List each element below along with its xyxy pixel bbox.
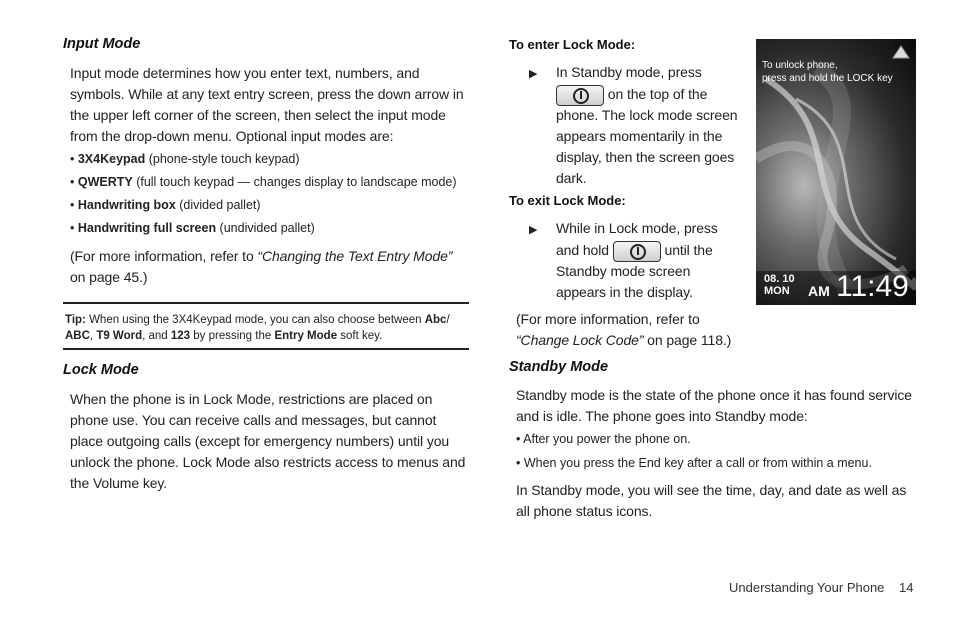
list-item: • QWERTY (full touch keypad — changes display to landscape mode) [70, 175, 457, 189]
ampm-display: AM [808, 283, 830, 299]
date-display: 08. 10 MON [764, 273, 795, 297]
tip-note: Tip: When using the 3X4Keypad mode, you can also choose between Abc/ ABC, T9 Word, and 123 by pressing the Entry Mode soft key. [65, 314, 450, 342]
lock-code-reference: (For more information, refer to “Change Lock Code” on page 118.) [516, 311, 732, 348]
time-display: 11:49 [836, 270, 909, 303]
standby-mode-heading: Standby Mode [509, 359, 609, 375]
lock-mode-heading: Lock Mode [63, 362, 139, 378]
enter-lock-heading: To enter Lock Mode: [509, 37, 636, 52]
unlock-instruction: To unlock phone, press and hold the LOCK key [762, 60, 893, 84]
input-mode-paragraph: Input mode determines how you enter text, numbers, and symbols. While at any text entry screen, press the down arrow in the upper left corner of the screen, then select the input mode from the drop-down menu. Optional input modes are: [70, 65, 464, 144]
list-item: • Handwriting full screen (undivided pallet) [70, 221, 315, 235]
power-lock-key-icon [613, 241, 661, 262]
input-mode-reference: (For more information, refer to “Changing the Text Entry Mode” on page 45.) [70, 248, 453, 285]
page-number: 14 [899, 580, 914, 595]
arrow-bullet-icon: ▶ [529, 68, 538, 80]
standby-paragraph: Standby mode is the state of the phone once it has found service and is idle. The phone goes into Standby mode: [516, 387, 912, 424]
arrow-bullet-icon: ▶ [529, 224, 538, 236]
input-mode-heading: Input Mode [63, 36, 141, 52]
list-item: • Handwriting box (divided pallet) [70, 198, 261, 212]
footer-section: Understanding Your Phone [729, 580, 885, 595]
input-mode-bullets [70, 151, 480, 236]
tip-top-rule [63, 302, 469, 304]
list-item: • After you power the phone on. [516, 432, 691, 446]
list-item: • When you press the End key after a call or from within a menu. [516, 456, 872, 470]
lock-screen-image [756, 39, 916, 305]
standby-bullets [516, 431, 916, 471]
triangle-up-icon [892, 45, 910, 59]
power-lock-key-icon [556, 85, 604, 106]
list-item: • 3X4Keypad (phone-style touch keypad) [70, 152, 300, 166]
lock-mode-paragraph: When the phone is in Lock Mode, restrictions are placed on phone use. You can receive calls and messages, but cannot place outgoing calls (except for emergency numbers) until you unlock the phone. Lock Mode also restricts access to menus and the Volume key. [70, 391, 466, 491]
tip-bottom-rule [63, 348, 469, 350]
standby-paragraph-2: In Standby mode, you will see the time, day, and date as well as all phone status icons. [516, 482, 907, 519]
exit-lock-heading: To exit Lock Mode: [509, 193, 626, 208]
enter-lock-steps: In Standby mode, press on the top of the phone. The lock mode screen appears momentarily in the display, then the screen goes dark. [556, 64, 738, 186]
exit-lock-steps: While in Lock mode, press and hold until the Standby mode screen appears in the display. [556, 220, 718, 300]
